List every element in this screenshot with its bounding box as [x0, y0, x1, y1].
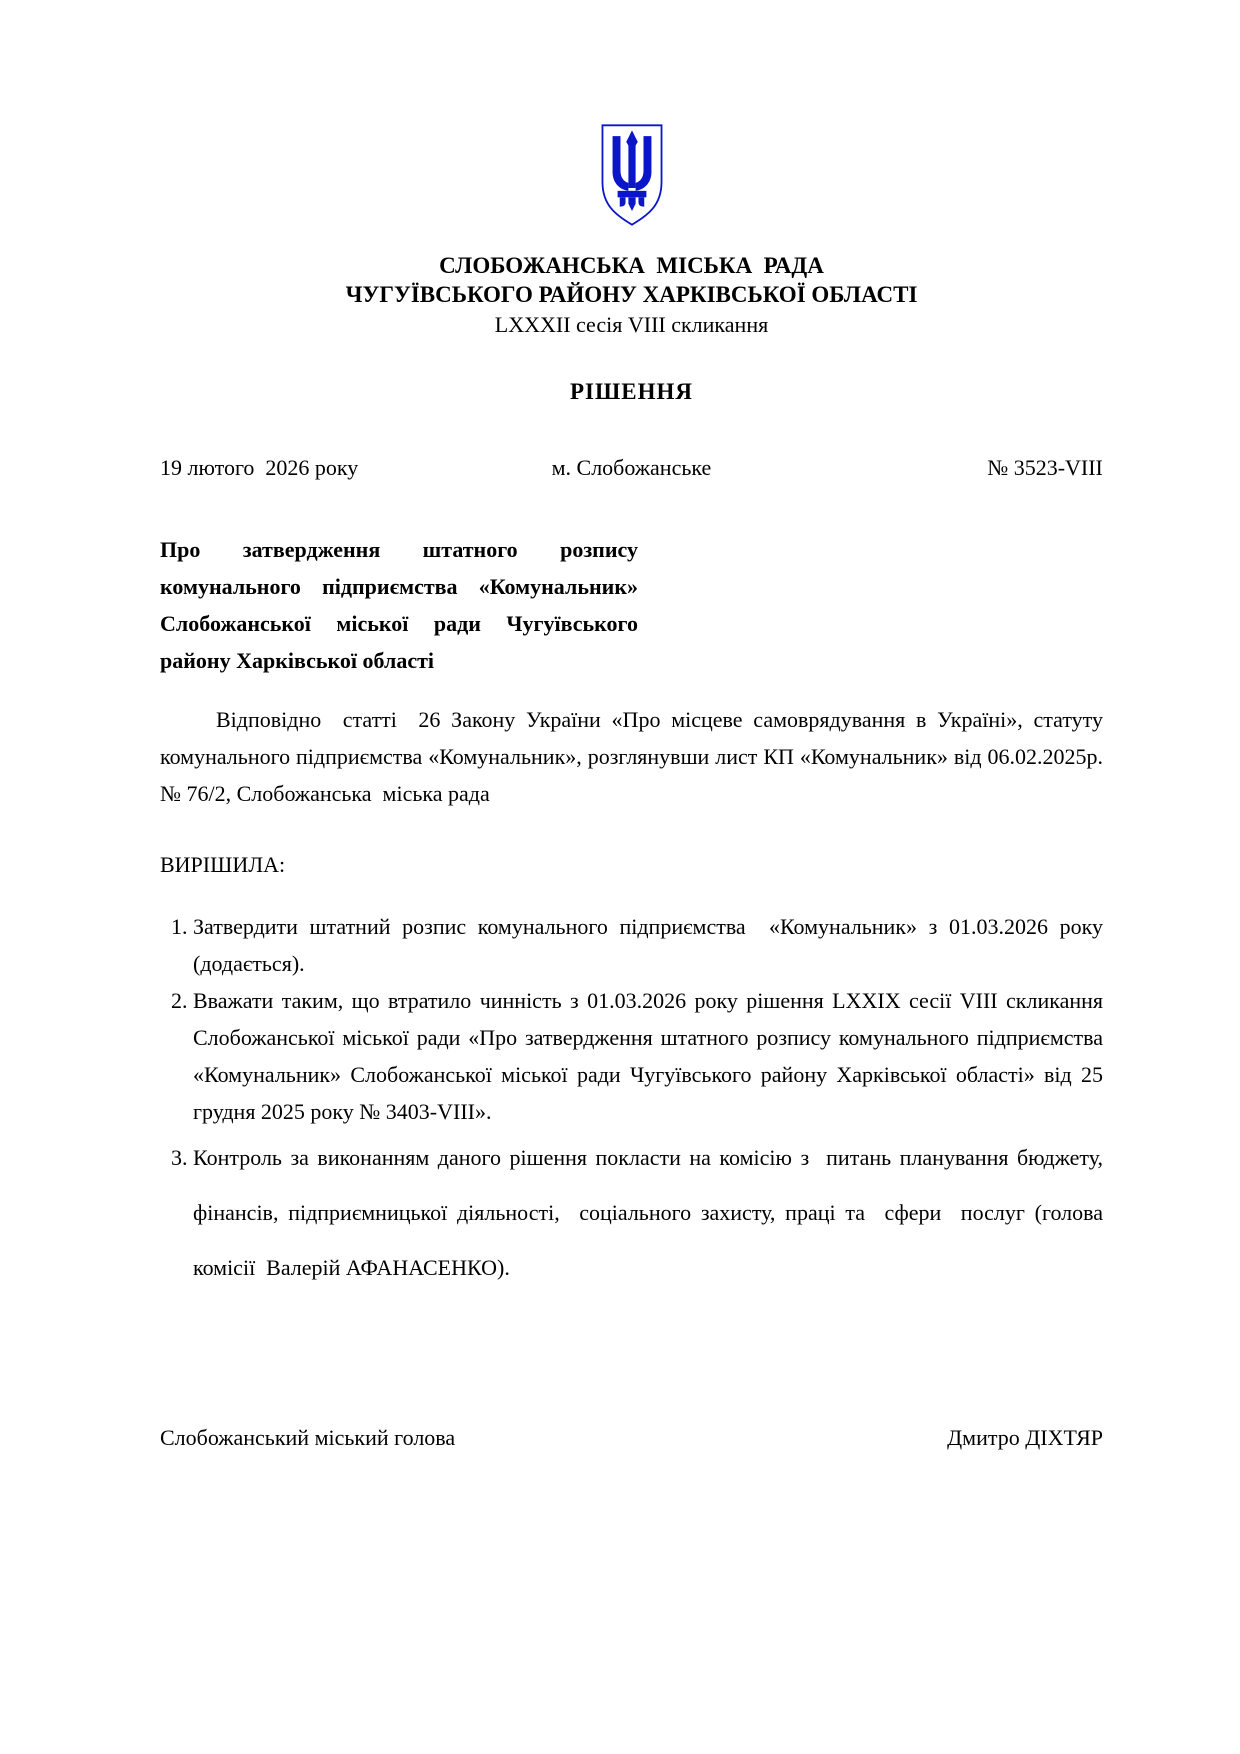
signature-row [160, 1425, 1103, 1451]
org-name-line1: СЛОБОЖАНСЬКА МІСЬКА РАДА [439, 253, 824, 278]
emblem-container [160, 118, 1103, 237]
decision-subject: Про затвердження штатного розпису комунального підприємства «Комунальник» Слобожанської міської ради Чугуївського району Харківської області [160, 537, 638, 673]
document-header [160, 251, 1103, 339]
resolution-word: ВИРІШИЛА: [160, 852, 286, 877]
signer-name: Дмитро ДІХТЯР [947, 1425, 1103, 1450]
signer-position: Слобожанський міський голова [160, 1425, 456, 1450]
ukraine-trident-emblem-icon [596, 118, 668, 232]
session-line: LXXXII сесія VIII скликання [494, 312, 769, 337]
decision-number: № 3523-VIII [987, 455, 1103, 480]
org-name-line2: ЧУГУЇВСЬКОГО РАЙОНУ ХАРКІВСЬКОЇ ОБЛАСТІ [345, 282, 918, 307]
preamble-paragraph: Відповідно статті 26 Закону України «Про місцеве самоврядування в Україні», статуту комунального підприємства «Комунальник», розглянувши лист КП «Комунальник» від 06.02.2025р. № 76/2, Слобожанська міська рада [160, 707, 1109, 806]
decision-items-list [160, 908, 1109, 1295]
decision-item-1: 1. Затвердити штатний розпис комунального підприємства «Комунальник» з 01.03.2026 року (додається). [193, 908, 1103, 982]
decision-item-2: 2. Вважати таким, що втратило чинність з 01.03.2026 року рішення LXXIX сесії VIII скликання Слобожанської міської ради «Про затвердження штатного розпису комунального підприємства «Комунальник» Слобожанської міської ради Чугуївського району Харківської області» від 25 грудня 2025 року № 3403-VIII». [193, 982, 1103, 1130]
decision-place: м. Слобожанське [551, 455, 712, 480]
decision-item-3: 3. Контроль за виконанням даного рішення покласти на комісію з питань планування бюджету, фінансів, підприємницької діяльності, соціального захисту, праці та сфери послуг (голова комісії Валерій АФАНАСЕНКО). [193, 1130, 1103, 1295]
document-type-title: РІШЕННЯ [570, 379, 693, 404]
meta-row [160, 455, 1103, 481]
decision-date: 19 лютого 2026 року [160, 455, 359, 480]
